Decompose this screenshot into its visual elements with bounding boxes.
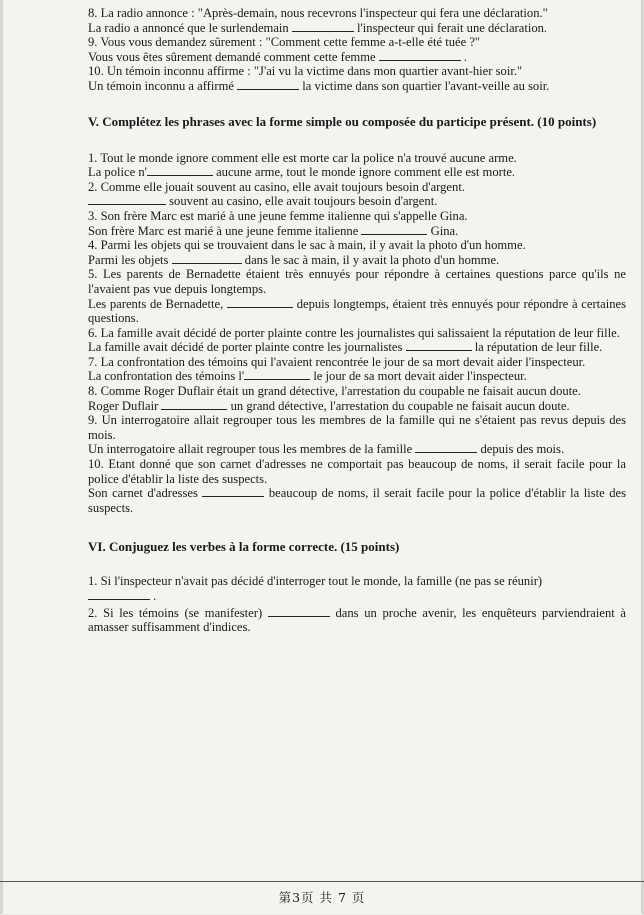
- q5-10-prompt: 10. Etant donné que son carnet d'adresses ne comportait pas beaucoup de noms, il serait facile pour la police d'établir la liste des suspects.: [88, 457, 626, 486]
- answer-blank[interactable]: [415, 442, 477, 453]
- answer-blank[interactable]: [379, 50, 461, 61]
- answer-blank[interactable]: [172, 253, 242, 264]
- section-vi-heading: VI. Conjuguez les verbes à la forme correcte. (15 points): [88, 539, 400, 555]
- page-number: 第3页 共 7 页: [278, 890, 366, 905]
- answer-blank[interactable]: [292, 21, 354, 32]
- answer-blank[interactable]: [268, 606, 330, 617]
- answer-blank[interactable]: [88, 589, 150, 600]
- answer-blank[interactable]: [147, 165, 213, 176]
- q5-9-prompt: 9. Un interrogatoire allait regrouper tous les membres de la famille qui ne s'étaient pas revus depuis des mois.: [88, 413, 626, 442]
- q5-1-answer: La police n' aucune arme, tout le monde ignore comment elle est morte.: [88, 165, 516, 180]
- q5-8-answer: Roger Duflair un grand détective, l'arrestation du coupable ne faisait aucun doute.: [88, 398, 570, 413]
- q5-3-prompt: 3. Son frère Marc est marié à une jeune femme italienne qui s'appelle Gina.: [88, 208, 468, 223]
- answer-blank[interactable]: [361, 224, 427, 235]
- q5-10-answer: Son carnet d'adresses beaucoup de noms, il serait facile pour la police d'établir la liste des suspects.: [88, 486, 626, 515]
- q5-8-prompt: 8. Comme Roger Duflair était un grand détective, l'arrestation du coupable ne faisait aucun doute.: [88, 384, 581, 399]
- answer-blank[interactable]: [244, 369, 310, 380]
- q5-2-prompt: 2. Comme elle jouait souvent au casino, elle avait toujours besoin d'argent.: [88, 179, 465, 194]
- exam-content: [88, 6, 626, 635]
- q4-9-prompt: 9. Vous vous demandez sûrement : "Comment cette femme a-t-elle été tuée ?": [88, 35, 481, 50]
- q5-1-prompt: 1. Tout le monde ignore comment elle est morte car la police n'a trouvé aucune arme.: [88, 150, 517, 165]
- q6-1-prompt: 1. Si l'inspecteur n'avait pas décidé d'interroger tout le monde, la famille (ne pas se réunir): [88, 574, 543, 589]
- answer-blank[interactable]: [202, 486, 264, 497]
- q4-8-answer: La radio a annoncé que le surlendemain l'inspecteur qui ferait une déclaration.: [88, 20, 548, 35]
- q5-2-answer: souvent au casino, elle avait toujours besoin d'argent.: [88, 194, 626, 209]
- scan-edge-left: [0, 0, 3, 914]
- q4-10-answer: Un témoin inconnu a affirmé la victime dans son quartier l'avant-veille au soir.: [88, 78, 550, 93]
- q6-2-item: 2. Si les témoins (se manifester) dans un proche avenir, les enquêteurs parviendraient à amasser suffisamment d'indices.: [88, 605, 627, 635]
- q6-1-answer: .: [88, 589, 626, 604]
- q5-6-prompt: 6. La famille avait décidé de porter plainte contre les journalistes qui salissaient la réputation de leur fille.: [88, 325, 620, 340]
- answer-blank[interactable]: [161, 399, 227, 410]
- q4-8-prompt: 8. La radio annonce : "Après-demain, nous recevrons l'inspecteur qui fera une déclaration.": [88, 6, 548, 20]
- q4-9-answer: Vous vous êtes sûrement demandé comment cette femme .: [88, 49, 468, 64]
- section-v-heading: V. Complétez les phrases avec la forme simple ou composée du participe présent. (10 points): [88, 113, 597, 129]
- q5-6-answer: La famille avait décidé de porter plainte contre les journalistes la réputation de leur fille.: [88, 340, 603, 355]
- q5-5-answer: Les parents de Bernadette, depuis longtemps, étaient très ennuyés pour répondre à certaines questions.: [88, 296, 627, 326]
- q5-3-answer: Son frère Marc est marié à une jeune femme italienne Gina.: [88, 223, 459, 238]
- q5-4-answer: Parmi les objets dans le sac à main, il y avait la photo d'un homme.: [88, 252, 500, 267]
- q4-10-prompt: 10. Un témoin inconnu affirme : "J'ai vu la victime dans mon quartier avant-hier soir.": [88, 64, 523, 79]
- answer-blank[interactable]: [88, 194, 166, 205]
- answer-blank[interactable]: [406, 340, 472, 351]
- q5-9-answer: Un interrogatoire allait regrouper tous les membres de la famille depuis des mois.: [88, 442, 565, 457]
- q5-7-answer: La confrontation des témoins l' le jour de sa mort devait aider l'inspecteur.: [88, 369, 527, 384]
- answer-blank[interactable]: [227, 297, 293, 308]
- q5-4-prompt: 4. Parmi les objets qui se trouvaient dans le sac à main, il y avait la photo d'un homme.: [88, 238, 526, 253]
- page-footer: [0, 881, 644, 915]
- answer-blank[interactable]: [237, 79, 299, 90]
- q5-5-prompt: 5. Les parents de Bernadette étaient très ennuyés pour répondre à certaines questions parce qu'ils ne l'avaient pas vue depuis longtemps.: [88, 267, 626, 296]
- q5-7-prompt: 7. La confrontation des témoins qui l'avaient rencontrée le jour de sa mort devait aider l'inspecteur.: [88, 354, 586, 369]
